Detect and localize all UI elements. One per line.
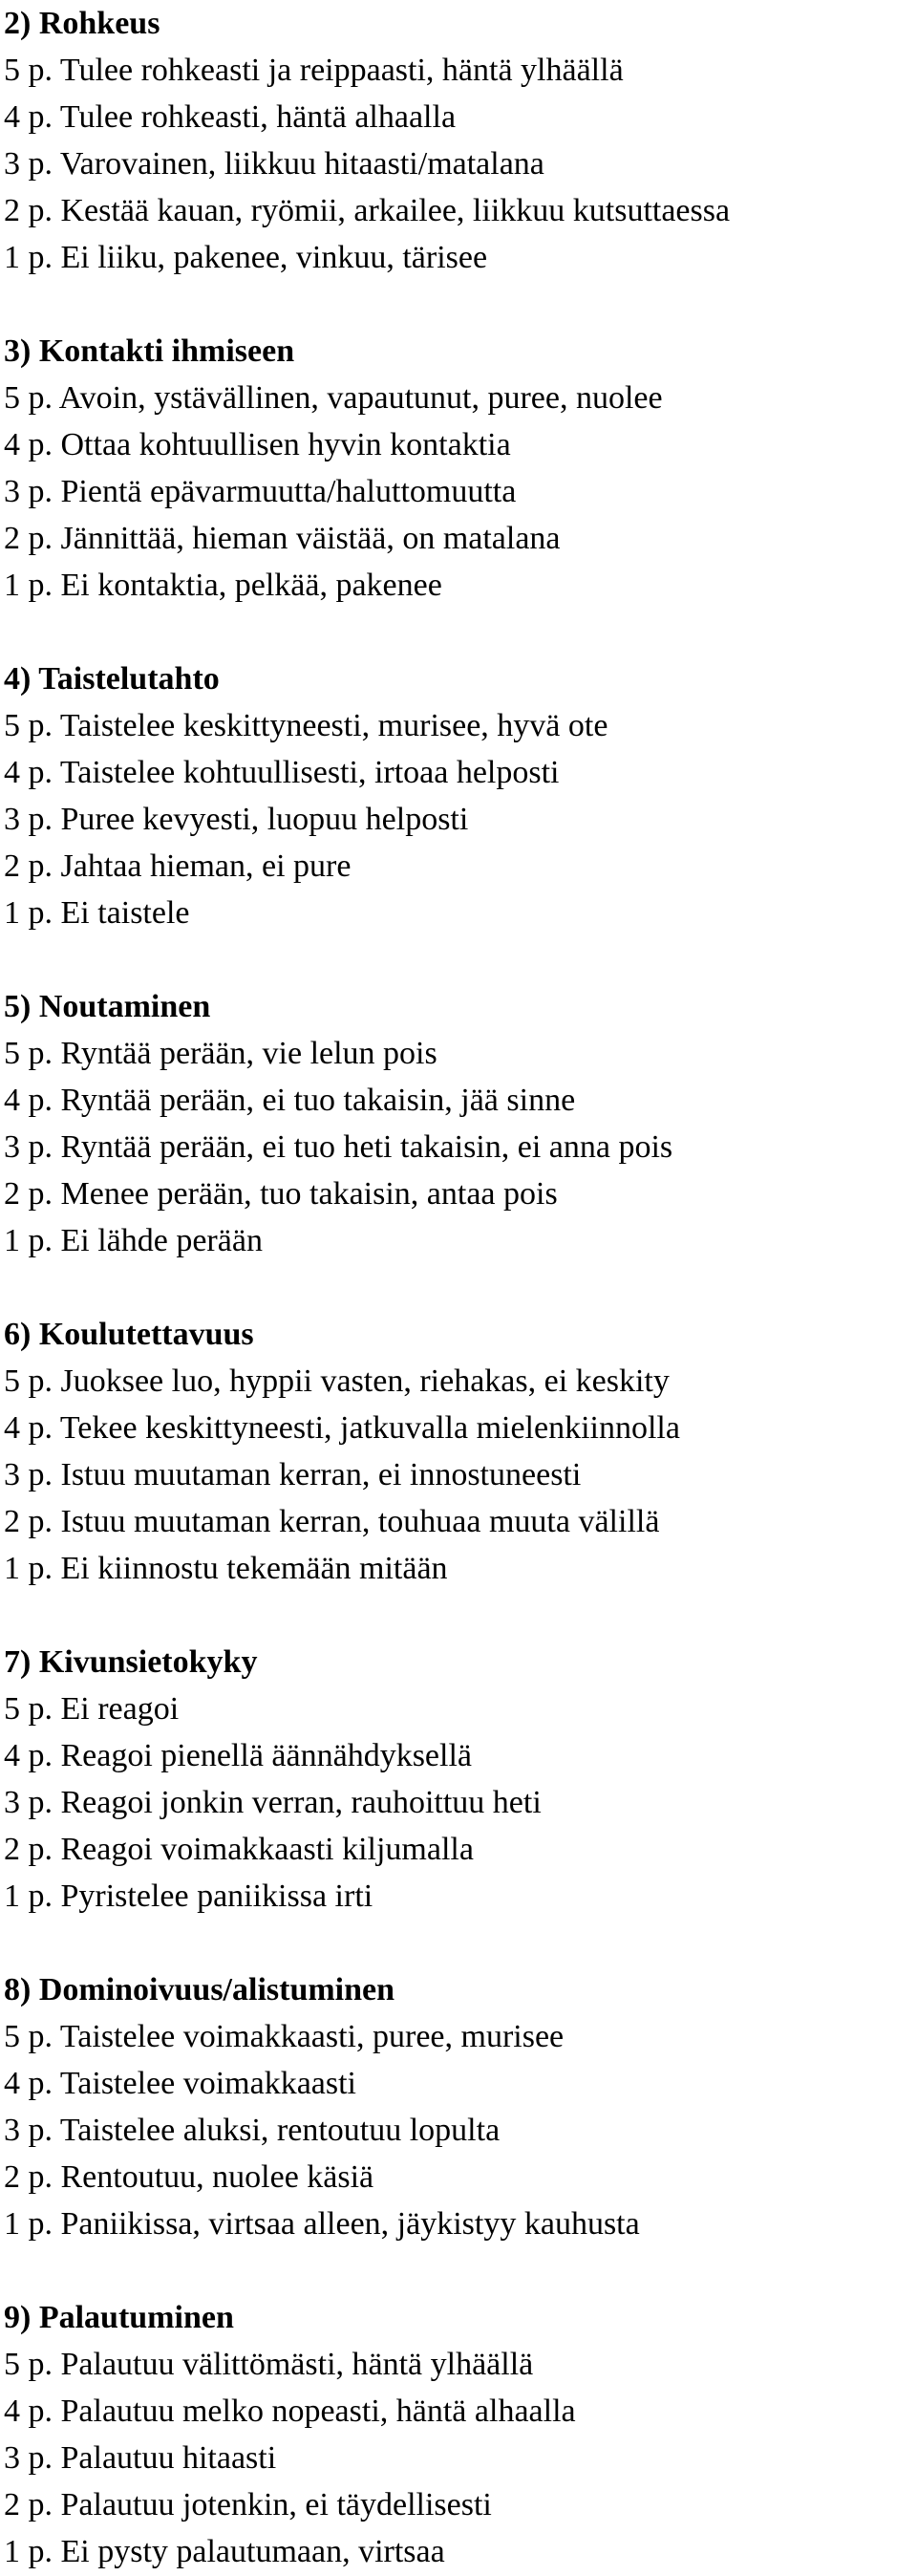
score-line: 5 p. Avoin, ystävällinen, vapautunut, puree, nuolee	[4, 380, 663, 416]
score-line: 2 p. Rentoutuu, nuolee käsiä	[4, 2159, 374, 2195]
section-rohkeus	[4, 0, 911, 281]
score-line: 1 p. Paniikissa, virtsaa alleen, jäykistyy kauhusta	[4, 2206, 640, 2242]
score-line: 1 p. Ei lähde perään	[4, 1223, 263, 1258]
score-line: 1 p. Ei pysty palautumaan, virtsaa	[4, 2534, 445, 2569]
score-line: 5 p. Taistelee voimakkaasti, puree, murisee	[4, 2019, 565, 2054]
score-line: 3 p. Istuu muutaman kerran, ei innostuneesti	[4, 1457, 582, 1492]
score-line: 5 p. Taistelee keskittyneesti, murisee, hyvä ote	[4, 708, 608, 743]
section-heading: 7) Kivunsietokyky	[4, 1644, 258, 1680]
score-line: 5 p. Ei reagoi	[4, 1691, 180, 1727]
score-line: 1 p. Ei kontaktia, pelkää, pakenee	[4, 568, 442, 603]
score-line: 1 p. Pyristelee paniikissa irti	[4, 1878, 373, 1914]
score-line: 4 p. Taistelee kohtuullisesti, irtoaa helposti	[4, 755, 560, 790]
score-line: 1 p. Ei taistele	[4, 895, 190, 931]
section-heading: 4) Taistelutahto	[4, 661, 220, 697]
section-noutaminen	[4, 983, 911, 1264]
score-line: 2 p. Istuu muutaman kerran, touhuaa muuta välillä	[4, 1504, 660, 1539]
section-heading: 2) Rohkeus	[4, 6, 160, 41]
score-line: 4 p. Reagoi pienellä äännähdyksellä	[4, 1738, 472, 1773]
section-heading: 8) Dominoivuus/alistuminen	[4, 1972, 395, 2007]
section-palautuminen	[4, 2294, 911, 2575]
score-line: 2 p. Menee perään, tuo takaisin, antaa pois	[4, 1176, 558, 1212]
score-line: 2 p. Kestää kauan, ryömii, arkailee, liikkuu kutsuttaessa	[4, 193, 731, 228]
score-line: 4 p. Palautuu melko nopeasti, häntä alhaalla	[4, 2394, 576, 2429]
score-line: 3 p. Reagoi jonkin verran, rauhoittuu heti	[4, 1785, 542, 1820]
section-heading: 6) Koulutettavuus	[4, 1317, 254, 1352]
score-line: 5 p. Ryntää perään, vie lelun pois	[4, 1036, 437, 1071]
section-heading: 3) Kontakti ihmiseen	[4, 333, 295, 369]
score-line: 2 p. Palautuu jotenkin, ei täydellisesti	[4, 2487, 492, 2522]
score-line: 5 p. Juoksee luo, hyppii vasten, riehakas, ei keskity	[4, 1363, 670, 1399]
score-line: 3 p. Ryntää perään, ei tuo heti takaisin, ei anna pois	[4, 1129, 673, 1165]
score-line: 2 p. Jännittää, hieman väistää, on matalana	[4, 521, 561, 556]
score-line: 2 p. Jahtaa hieman, ei pure	[4, 848, 352, 884]
score-line: 4 p. Tekee keskittyneesti, jatkuvalla mielenkiinnolla	[4, 1410, 680, 1446]
score-line: 4 p. Taistelee voimakkaasti	[4, 2066, 357, 2101]
document-body	[4, 0, 911, 2575]
score-line: 4 p. Tulee rohkeasti, häntä alhaalla	[4, 99, 457, 135]
score-line: 2 p. Reagoi voimakkaasti kiljumalla	[4, 1832, 474, 1867]
score-line: 5 p. Tulee rohkeasti ja reippaasti, häntä ylhäällä	[4, 53, 624, 88]
section-dominoivuus-alistuminen	[4, 1966, 911, 2247]
score-line: 3 p. Puree kevyesti, luopuu helposti	[4, 802, 469, 837]
score-line: 3 p. Palautuu hitaasti	[4, 2440, 277, 2476]
section-kivunsietokyky	[4, 1639, 911, 1920]
score-line: 4 p. Ottaa kohtuullisen hyvin kontaktia	[4, 427, 511, 462]
score-line: 4 p. Ryntää perään, ei tuo takaisin, jää sinne	[4, 1083, 576, 1118]
section-koulutettavuus	[4, 1311, 911, 1592]
section-heading: 9) Palautuminen	[4, 2300, 234, 2335]
score-line: 5 p. Palautuu välittömästi, häntä ylhäällä	[4, 2347, 534, 2382]
section-heading: 5) Noutaminen	[4, 989, 211, 1024]
score-line: 1 p. Ei kiinnostu tekemään mitään	[4, 1551, 448, 1586]
score-line: 3 p. Taistelee aluksi, rentoutuu lopulta	[4, 2113, 501, 2148]
score-line: 3 p. Pientä epävarmuutta/haluttomuutta	[4, 474, 517, 509]
score-line: 1 p. Ei liiku, pakenee, vinkuu, tärisee	[4, 240, 488, 275]
section-taistelutahto	[4, 655, 911, 936]
score-line: 3 p. Varovainen, liikkuu hitaasti/matalana	[4, 146, 544, 182]
section-kontakti-ihmiseen	[4, 328, 911, 609]
